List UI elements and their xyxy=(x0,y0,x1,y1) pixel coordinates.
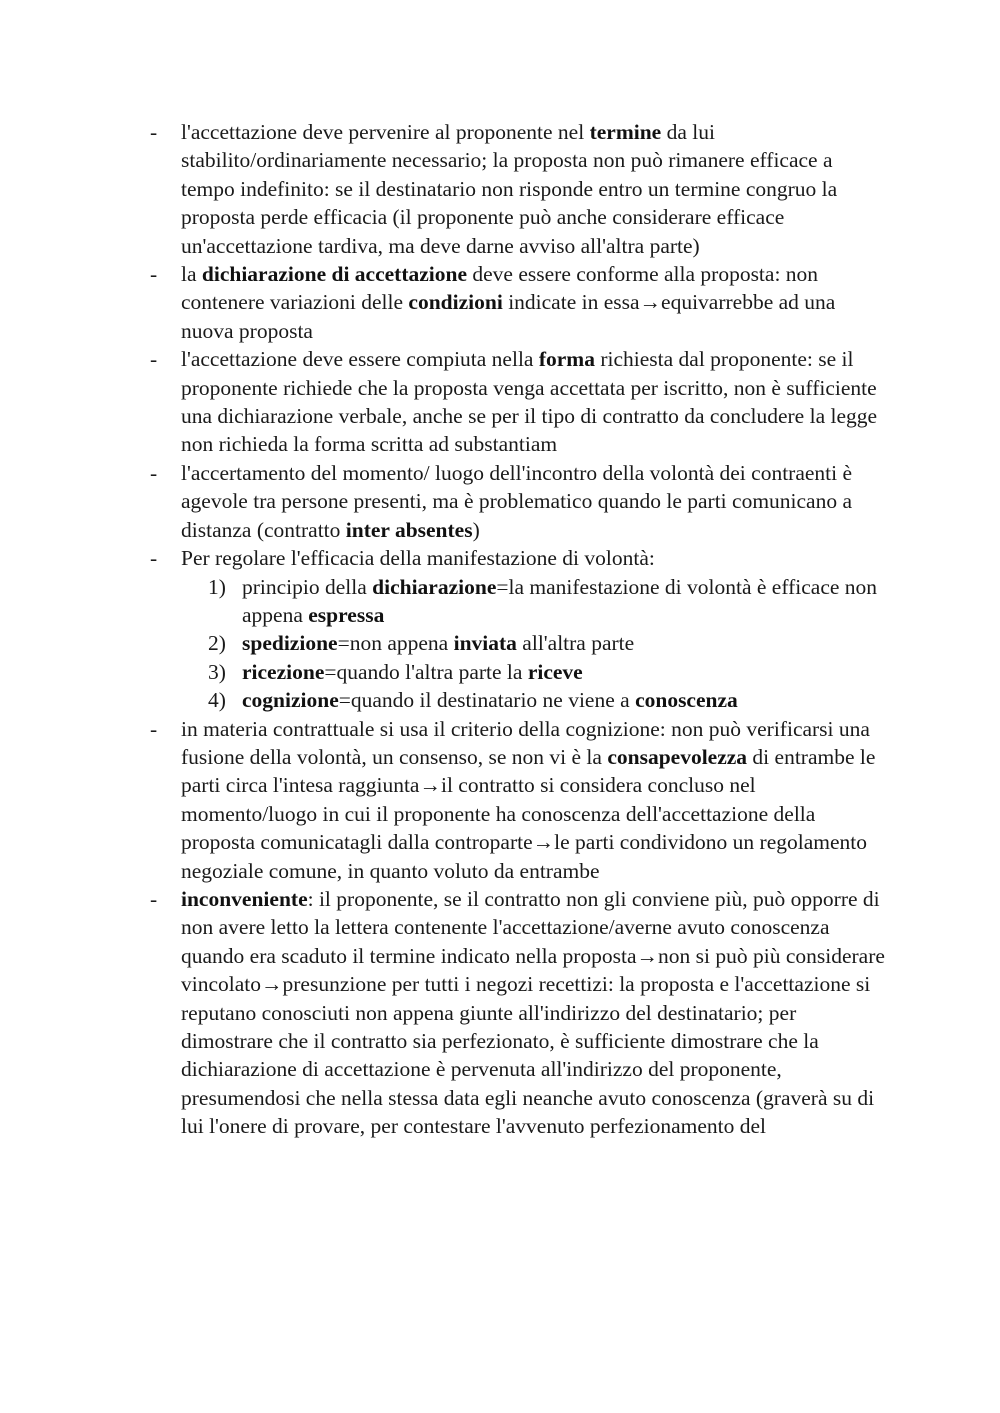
list-item: - la dichiarazione di accettazione deve essere conforme alla proposta: non contenere variazioni delle condizioni indicate in essa→equivarrebbe ad una nuova proposta xyxy=(150,262,836,343)
list-item: - Per regolare l'efficacia della manifestazione di volontà: xyxy=(150,544,890,572)
item-number: 3) xyxy=(208,659,226,684)
list-item: - l'accettazione deve pervenire al proponente nel termine da lui stabilito/ordinariamente necessario; la proposta non può rimanere efficace a tempo indefinito: se il destinatario non risponde entro un termine congruo la proposta perde efficacia (il proponente può anche considerare efficace un'accettazione tardiva, ma deve darne avviso all'altra parte) xyxy=(150,120,838,258)
bold-term: forma xyxy=(538,347,595,372)
bold-term: inter absentes xyxy=(345,517,473,542)
numbered-item: 2) spedizione=non appena inviata all'altra parte xyxy=(150,629,890,657)
bold-term: dichiarazione di accettazione xyxy=(201,262,468,287)
bullet-dash: - xyxy=(150,886,158,911)
bold-term: conoscenza xyxy=(635,688,738,713)
bold-term: spedizione xyxy=(242,631,338,656)
list-item: - in materia contrattuale si usa il criterio della cognizione: non può verificarsi una fusione della volontà, un consenso, se non vi è la consapevolezza di entrambe le parti circa l'intesa raggiunta→il contratto si considera concluso nel momento/luogo in cui il proponente ha conoscenza dell'accettazione della proposta comunicatagli dalla controparte→le parti condividono un regolamento negoziale comune, in quanto voluto da entrambe xyxy=(150,716,876,883)
bold-term: condizioni xyxy=(408,290,503,315)
bold-term: espressa xyxy=(308,602,385,627)
bullet-dash: - xyxy=(150,347,158,372)
numbered-item: 4) cognizione=quando il destinatario ne viene a conoscenza xyxy=(150,686,890,714)
bold-term: riceve xyxy=(527,659,583,684)
bold-term: consapevolezza xyxy=(607,744,748,769)
bullet-dash: - xyxy=(150,546,158,571)
list-item: - l'accertamento del momento/ luogo dell'incontro della volontà dei contraenti è agevole tra persone presenti, ma è problematico quando le parti comunicano a distanza (contratto inter absentes) xyxy=(150,460,853,542)
item-number: 2) xyxy=(208,631,226,656)
bold-term: cognizione xyxy=(242,688,339,713)
numbered-item: 1) principio della dichiarazione=la manifestazione di volontà è efficace non appena espressa xyxy=(208,574,878,627)
bold-term: ricezione xyxy=(242,659,325,684)
bold-term: inviata xyxy=(453,631,517,656)
bullet-dash: - xyxy=(150,120,158,144)
item-number: 1) xyxy=(208,574,226,599)
bullet-dash: - xyxy=(150,262,158,287)
numbered-item: 3) ricezione=quando l'altra parte la riceve xyxy=(150,658,890,686)
bold-term: dichiarazione xyxy=(372,574,497,599)
bullet-dash: - xyxy=(150,460,158,485)
list-item: - inconveniente: il proponente, se il contratto non gli conviene più, può opporre di non avere letto la lettera contenente l'accettazione/averne avuto conoscenza quando era scaduto il termine indicato nella proposta→non si può più considerare vincolato→presunzione per tutti i negozi recettizi: la proposta e l'accettazione si reputano conosciuti non appena giunte all'indirizzo del destinatario; per dimostrare che il contratto sia perfezionato, è sufficiente dimostrare che la dichiarazione di accettazione è pervenuta all'indirizzo del proponente, presumendosi che nella stessa data egli neanche avuto conoscenza (graverà su di lui l'onere di provare, per contestare l'avvenuto perfezionamento del xyxy=(150,886,885,1139)
bullet-dash: - xyxy=(150,716,158,741)
item-number: 4) xyxy=(208,688,226,713)
list-item: - l'accettazione deve essere compiuta nella forma richiesta dal proponente: se il proponente richiede che la proposta venga accettata per iscritto, non è sufficiente una dichiarazione verbale, anche se per il tipo di contratto da concludere la legge non richieda la forma scritta ad substantiam xyxy=(150,347,878,457)
bold-term: termine xyxy=(589,120,662,144)
bold-term: inconveniente xyxy=(181,886,308,911)
